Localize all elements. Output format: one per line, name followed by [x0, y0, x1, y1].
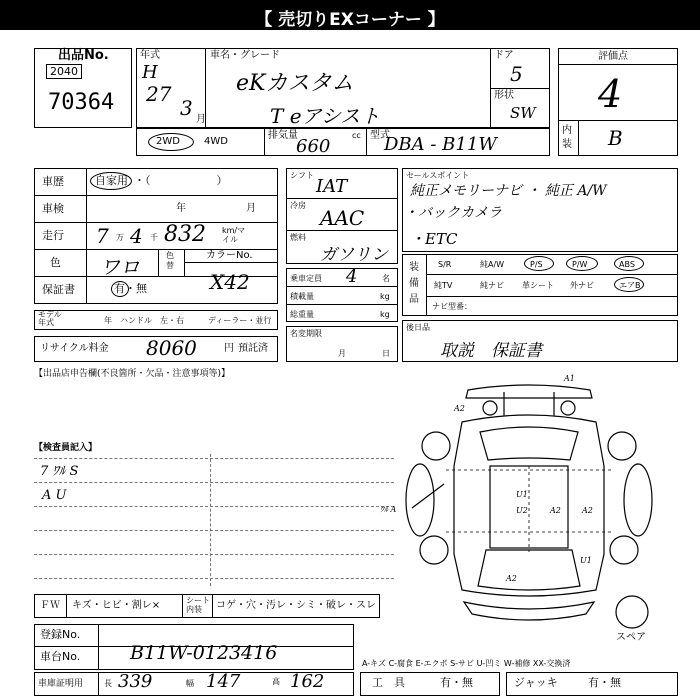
mileage-sen: 4	[130, 224, 143, 248]
history-rest: ・（ ）	[134, 174, 228, 187]
drive-opt1: 2WD	[156, 136, 180, 147]
equip-ps: P/S	[530, 260, 543, 269]
cert-len: 339	[118, 671, 153, 692]
diagram-left-mark: ﾜﾙ A	[380, 505, 397, 514]
shape-value: SW	[510, 104, 536, 122]
load-label: 積載量	[290, 292, 314, 301]
equip-airbag: エアB	[619, 281, 641, 290]
registration-label: 登録No.	[40, 628, 81, 641]
mileage-unit: km/マイル	[222, 226, 246, 244]
model-year-label: モデル年式	[38, 310, 62, 327]
name-change-month: 月	[338, 349, 346, 358]
diagram-mark-3: U2	[516, 506, 528, 515]
equip-nav-model: ナビ型番：	[432, 302, 472, 311]
displacement-unit: cc	[352, 131, 361, 140]
cert-hgt-label: 高	[272, 677, 280, 686]
shift-value: IAT	[316, 176, 348, 197]
damage-legend: A-キズ C-腐食 E-エクボ S-サビ U-凹ミ W-補修 XX-交換済	[362, 659, 571, 668]
capacity-unit: 名	[382, 274, 390, 283]
handle-label: ハンドル 左・右	[120, 316, 184, 325]
recycle-status: 預託済	[238, 343, 268, 354]
inspector-line1: 7 ﾜﾙ S	[40, 464, 79, 479]
warranty-label: 保証書	[42, 283, 75, 296]
door-label: ドア	[494, 50, 514, 61]
aftermarket-label: 後日品	[406, 323, 430, 332]
equip-abs: ABS	[619, 260, 635, 269]
lot-number: 70364	[48, 90, 115, 115]
shape-label: 形状	[494, 90, 514, 101]
inspector-label: 【検査員記入】	[34, 443, 98, 453]
warranty-value: 有・無	[114, 282, 147, 295]
equip-tv: 純TV	[434, 281, 453, 290]
diagram-mark-2: A2	[454, 404, 465, 413]
history-value: 自家用	[95, 174, 128, 187]
jack-value: 有・無	[588, 676, 621, 689]
year-label: 年式	[140, 50, 160, 61]
diagram-mark-1: A1	[564, 374, 575, 383]
equip-ext-nav: 外ナビ	[570, 281, 594, 290]
model-value: DBA - B11W	[384, 134, 497, 155]
selling-line1: 純正メモリーナビ ・ 純正 A/W	[410, 183, 607, 199]
fuel-value: ガソリン	[320, 245, 388, 265]
mileage-sen-unit: 千	[150, 233, 158, 242]
mileage-man-unit: 万	[116, 233, 124, 242]
recycle-value: 8060	[146, 336, 197, 360]
total-weight-unit: kg	[380, 310, 390, 319]
inspection-year-unit: 年	[176, 203, 186, 214]
car-grade: T eアシスト	[270, 104, 381, 128]
equip-nav: 純ナビ	[480, 281, 504, 290]
model-year-unit: 年	[104, 316, 112, 325]
mileage-man: 7	[96, 224, 109, 248]
inspection-month-unit: 月	[246, 203, 256, 214]
inspection-label: 車検	[42, 202, 64, 215]
color-label: 色	[50, 256, 61, 269]
cert-wid: 147	[206, 671, 241, 692]
total-weight-label: 総重量	[290, 310, 314, 319]
interior-value: B	[608, 126, 623, 150]
score-label: 評価点	[598, 51, 628, 62]
cert-wid-label: 幅	[186, 679, 194, 688]
displacement-value: 660	[296, 136, 331, 157]
fuel-label: 燃料	[290, 233, 306, 242]
cert-hgt: 162	[290, 671, 325, 692]
diagram-mark-7: U1	[516, 490, 528, 499]
color-code-label: カラーNo.	[206, 250, 253, 261]
selling-line3: ・ETC	[410, 230, 458, 248]
lot-sub-no: 2040	[46, 64, 82, 79]
chassis-value: B11W-0123416	[130, 642, 278, 664]
diagram-mark-6: A2	[550, 506, 561, 515]
month-suffix: 月	[196, 114, 206, 125]
interior-label: 内装	[562, 125, 572, 150]
jack-label: ジャッキ	[514, 676, 558, 689]
recycle-unit: 円	[224, 343, 234, 354]
diagram-mark-8: U1	[580, 556, 592, 565]
diagram-mark-5: A2	[506, 574, 517, 583]
notes-label: 【出品店申告欄(不良箇所・欠品・注意事項等)】	[34, 369, 231, 379]
shift-label: シフト	[290, 171, 314, 180]
tools-label: 工 具	[372, 676, 405, 689]
year-era: H	[142, 62, 158, 83]
damage-items: キズ・ヒビ・割レ×	[72, 600, 161, 611]
cert-label: 車庫証明用	[38, 679, 84, 689]
damage-seat: シート内装	[186, 596, 210, 614]
dealer-label: ディーラー・並行	[208, 316, 272, 325]
capacity-value: 4	[346, 266, 358, 287]
recycle-label: リサイクル料金	[40, 343, 109, 354]
capacity-label: 乗車定員	[290, 274, 322, 283]
equip-leather: 革シート	[522, 281, 554, 290]
diagram-mark-4: A2	[582, 506, 593, 515]
year-value: 27	[146, 82, 172, 106]
equip-aw: 純A/W	[480, 260, 505, 269]
aftermarket-value: 取説 保証書	[440, 341, 542, 361]
aircon-label: 冷房	[290, 201, 306, 210]
mileage-label: 走行	[42, 229, 64, 242]
car-diagram	[404, 376, 654, 632]
damage-fw: ＦＷ	[40, 600, 60, 611]
inspector-line2: A U	[42, 488, 67, 503]
chassis-label: 車台No.	[40, 650, 81, 663]
selling-line2: ・バックカメラ	[404, 205, 502, 221]
door-value: 5	[510, 62, 523, 86]
load-unit: kg	[380, 292, 390, 301]
car-name: eKカスタム	[236, 71, 354, 96]
history-label: 車歴	[42, 175, 64, 188]
drive-opt2: 4WD	[204, 136, 228, 147]
color-code: X42	[210, 270, 250, 294]
equip-pw: P/W	[572, 260, 588, 269]
score-value: 4	[598, 72, 623, 116]
color-value: ワロ	[100, 255, 140, 279]
equip-sr: S/R	[438, 260, 452, 269]
car-name-label: 車名・グレード	[210, 50, 280, 61]
model-label: 型式	[370, 130, 390, 141]
header-title: 【 売切りEXコーナー 】	[255, 10, 445, 30]
tools-value: 有・無	[440, 676, 473, 689]
spare-label: スペア	[616, 632, 646, 643]
equipment-label: 装備品	[409, 262, 419, 305]
mileage-rest: 832	[164, 222, 206, 247]
displacement-label: 排気量	[268, 130, 298, 141]
color-change-label: 色替	[166, 251, 174, 270]
aircon-value: AAC	[320, 206, 365, 230]
name-change-day: 日	[382, 349, 390, 358]
damage-stains: コゲ・穴・汚レ・シミ・破レ・スレ	[216, 600, 376, 611]
lot-label: 出品No.	[58, 48, 109, 63]
cert-len-label: 長	[104, 679, 112, 688]
name-change-label: 名変期限	[290, 329, 322, 338]
month-value: 3	[180, 96, 193, 120]
selling-points-label: セールスポイント	[406, 171, 470, 180]
